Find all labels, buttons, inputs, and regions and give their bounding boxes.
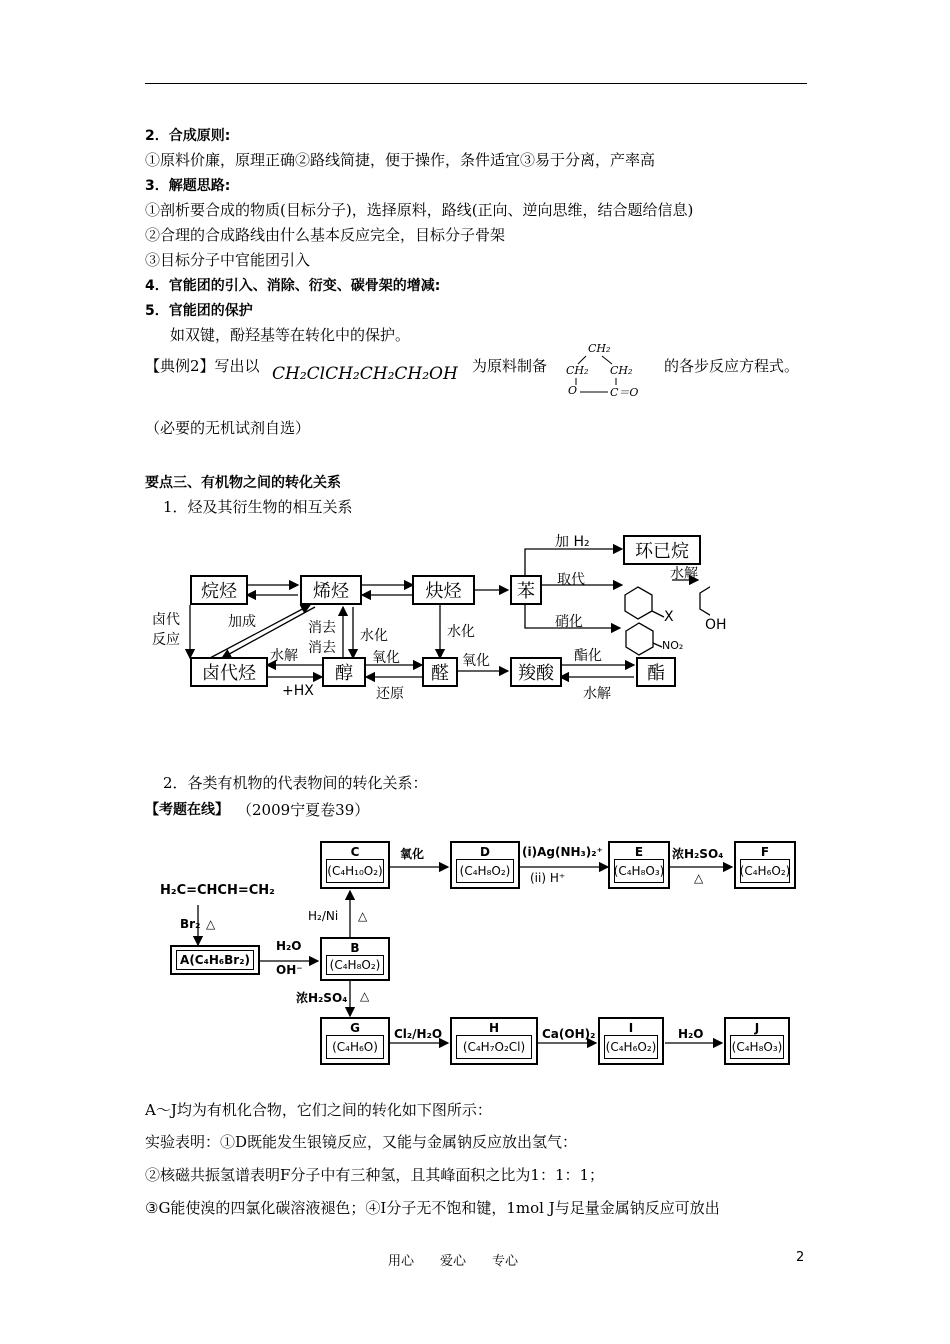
compound-a: A(C₄H₆Br₂) <box>170 945 260 975</box>
heading-synthesis-principles: 2．合成原则: <box>145 128 231 144</box>
question-text: ②核磁共振氢谱表明F分子中有三种氢，且其峰面积之比为1：1：1； <box>145 1166 605 1184</box>
box-benzene: 苯 <box>510 575 542 605</box>
heat-symbol: △ <box>358 909 368 923</box>
box-alcohol: 醇 <box>322 657 366 687</box>
hydrocarbon-relation-diagram <box>150 525 727 705</box>
compound-i: I (C₄H₆O₂) <box>598 1017 664 1065</box>
reaction-scheme <box>150 833 800 1073</box>
paragraph: ③目标分子中官能团引入 <box>145 251 311 269</box>
reagent-br2: Br₂ <box>180 917 201 931</box>
example-suffix: 的各步反应方程式。 <box>664 357 800 375</box>
heat-symbol: △ <box>694 871 704 885</box>
subheading: 2．各类有机物的代表物间的转化关系： <box>163 774 428 792</box>
start-material: H₂C=CHCH=CH₂ <box>160 883 275 898</box>
label-oxidation-2: 氧化 <box>462 653 490 669</box>
reagent-h2so4-left: 浓H₂SO₄ <box>296 991 348 1005</box>
paragraph: ②合理的合成路线由什么基本反应完全，目标分子骨架 <box>145 226 506 244</box>
label-halogenation: 卤代 <box>152 612 180 628</box>
reagent-water-2: H₂O <box>678 1027 704 1041</box>
compound-b: B (C₄H₈O₂) <box>320 937 390 981</box>
box-cyclohexane: 环已烷 <box>623 535 701 565</box>
compound-e: E (C₄H₈O₃) <box>608 841 670 889</box>
example-note: （必要的无机试剂自选） <box>145 419 311 437</box>
label-add-h2: 加 H₂ <box>555 534 590 550</box>
box-acid: 羧酸 <box>510 657 562 687</box>
label-no2: NO₂ <box>662 639 684 652</box>
paragraph: ①原料价廉，原理正确②路线简捷，便于操作，条件适宜③易于分离，产率高 <box>145 151 656 169</box>
reagent-acid: (ii) H⁺ <box>530 871 566 885</box>
label-hydration-1: 水化 <box>360 628 388 644</box>
lactone-structure: CH₂ CH₂ CH₂ O C＝O <box>566 342 639 399</box>
heading-functional-groups: 4．官能团的引入、消除、衍变、碳骨架的增减: <box>145 278 441 294</box>
compound-c: C (C₄H₁₀O₂) <box>320 841 390 889</box>
reagent-h2so4-top: 浓H₂SO₄ <box>672 847 724 861</box>
label-oh: OH <box>705 617 727 633</box>
label-hydrolysis-2: 水解 <box>583 686 611 702</box>
reagent-tollens: (i)Ag(NH₃)₂⁺ <box>522 845 603 859</box>
box-alkene: 烯烃 <box>300 575 362 605</box>
reagent-oxidation: 氧化 <box>400 847 425 861</box>
header-rule <box>145 83 807 84</box>
label-addition: 加成 <box>228 614 256 630</box>
reagent-hydroxide: OH⁻ <box>276 963 303 977</box>
label-substitution: 取代 <box>557 572 585 588</box>
box-alkane: 烷烃 <box>190 575 248 605</box>
example-mid: 为原料制备 <box>472 357 548 375</box>
box-aldehyde: 醛 <box>422 657 458 687</box>
question-text: A～J均为有机化合物，它们之间的转化如下图所示： <box>145 1101 492 1119</box>
compound-h: H (C₄H₇O₂Cl) <box>450 1017 538 1065</box>
box-ester: 酯 <box>636 657 676 687</box>
question-text: 实验表明：①D既能发生银镜反应，又能与金属钠反应放出氢气： <box>145 1133 578 1151</box>
heat-symbol: △ <box>206 917 216 931</box>
paragraph: 如双键，酚羟基等在转化中的保护。 <box>170 326 411 344</box>
reagent-h2-ni: H₂/Ni <box>308 909 339 923</box>
label-reaction: 反应 <box>152 632 180 648</box>
label-hydrolysis-top: 水解 <box>670 566 698 582</box>
compound-d: D (C₄H₈O₂) <box>450 841 520 889</box>
label-nitration: 硝化 <box>555 614 583 630</box>
footer-motto: 用心 爱心 专心 <box>388 1254 519 1269</box>
compound-f: F (C₄H₆O₂) <box>734 841 796 889</box>
label-oxidation-1: 氧化 <box>372 650 400 666</box>
label-elimination-2: 消去 <box>308 640 336 656</box>
label-hydration-2: 水化 <box>447 624 475 640</box>
exam-heading: 【考题在线】 <box>145 802 229 818</box>
label-plus-hx: +HX <box>282 683 314 699</box>
page-number: 2 <box>796 1250 805 1265</box>
label-elimination-1: 消去 <box>308 620 336 636</box>
label-esterification: 酯化 <box>574 648 602 664</box>
subheading: 1．烃及其衍生物的相互关系 <box>163 498 353 516</box>
reagent-calcium-hydroxide: Ca(OH)₂ <box>542 1027 596 1041</box>
heading-solving-approach: 3．解题思路: <box>145 178 231 194</box>
reagent-water: H₂O <box>276 939 302 953</box>
reagent-chlorine-water: Cl₂/H₂O <box>394 1027 443 1041</box>
paragraph: ①剖析要合成的物质(目标分子)，选择原料，路线(正向、逆向思维，结合题给信息) <box>145 201 694 219</box>
exam-source: （2009宁夏卷39） <box>237 801 370 819</box>
label-x: X <box>664 609 674 625</box>
label-reduction: 还原 <box>376 686 404 702</box>
compound-j: J (C₄H₈O₃) <box>724 1017 790 1065</box>
label-hydrolysis: 水解 <box>270 648 298 664</box>
heat-symbol: △ <box>360 989 370 1003</box>
box-alkyne: 炔烃 <box>412 575 475 605</box>
section-heading: 要点三、有机物之间的转化关系 <box>145 475 341 491</box>
question-text: ③G能使溴的四氯化碳溶液褪色；④I分子无不饱和键，1mol J与足量金属钠反应可放出 <box>145 1199 720 1217</box>
example-formula: CH₂ClCH₂CH₂CH₂OH <box>272 364 458 384</box>
example-prefix: 【典例2】写出以 <box>145 357 260 375</box>
compound-g: G (C₄H₆O) <box>320 1017 390 1065</box>
heading-protection: 5．官能团的保护 <box>145 303 253 319</box>
box-haloalkane: 卤代烃 <box>190 657 268 687</box>
